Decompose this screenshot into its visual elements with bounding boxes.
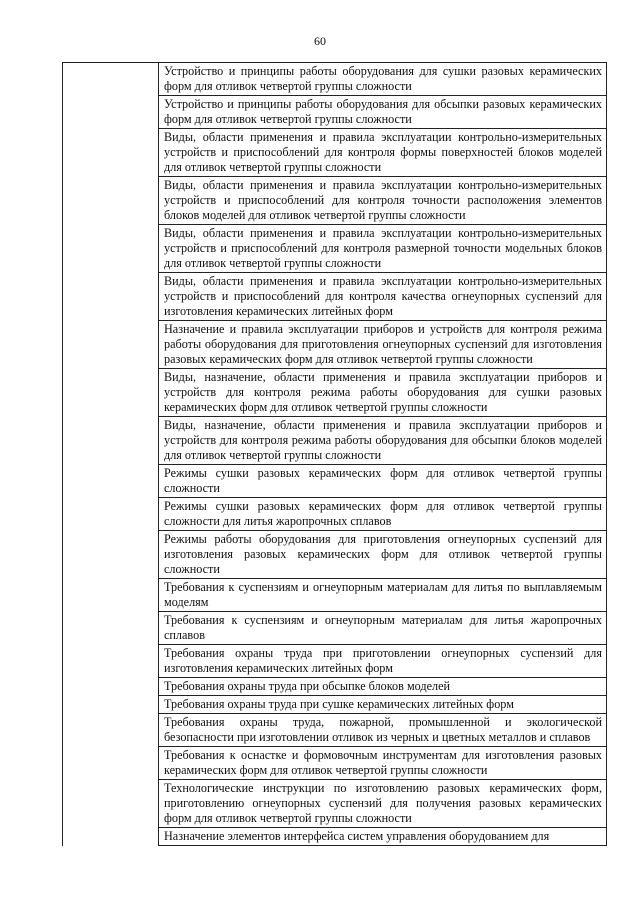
table-cell: Требования к суспензиям и огнеупорным материалам для литья по выплавляемым моделям	[159, 579, 607, 612]
table-cell: Требования охраны труда при приготовлении огнеупорных суспензий для изготовления керамических литейных форм	[159, 645, 607, 678]
table-cell: Требования охраны труда при обсыпке блоков моделей	[159, 678, 607, 696]
table-cell: Требования к суспензиям и огнеупорным материалам для литья жаропрочных сплавов	[159, 612, 607, 645]
table-cell: Устройство и принципы работы оборудования для сушки разовых керамических форм для отливок четвертой группы сложности	[159, 63, 607, 96]
knowledge-table	[62, 62, 607, 846]
table-cell: Виды, области применения и правила эксплуатации контрольно-измерительных устройств и приспособлений для контроля точности расположения элементов блоков моделей для отливок четвертой группы сложности	[159, 177, 607, 225]
table-cell: Режимы сушки разовых керамических форм для отливок четвертой группы сложности	[159, 465, 607, 498]
table-cell: Виды, области применения и правила эксплуатации контрольно-измерительных устройств и приспособлений для контроля качества огнеупорных суспензий для изготовления керамических литейных форм	[159, 273, 607, 321]
table-cell: Устройство и принципы работы оборудования для обсыпки разовых керамических форм для отливок четвертой группы сложности	[159, 96, 607, 129]
page-number: 60	[314, 34, 326, 48]
table-cell: Требования к оснастке и формовочным инструментам для изготовления разовых керамических форм для отливок четвертой группы сложности	[159, 747, 607, 780]
table-cell: Требования охраны труда при сушке керамических литейных форм	[159, 696, 607, 714]
table-cell: Виды, назначение, области применения и правила эксплуатации приборов и устройств для контроля режима работы оборудования для сушки разовых керамических форм для отливок четвертой группы сложности	[159, 369, 607, 417]
table-cell: Режимы работы оборудования для приготовления огнеупорных суспензий для изготовления разовых керамических форм для отливок четвертой группы сложности	[159, 531, 607, 579]
table-cell: Назначение элементов интерфейса систем управления оборудованием для	[159, 828, 607, 846]
left-column-cell	[63, 63, 159, 846]
table-cell: Технологические инструкции по изготовлению разовых керамических форм, приготовлению огнеупорных суспензий для получения разовых керамических форм для отливок четвертой группы сложности	[159, 780, 607, 828]
table-cell: Виды, области применения и правила эксплуатации контрольно-измерительных устройств и приспособлений для контроля формы поверхностей блоков моделей для отливок четвертой группы сложности	[159, 129, 607, 177]
table-cell: Режимы сушки разовых керамических форм для отливок четвертой группы сложности для литья жаропрочных сплавов	[159, 498, 607, 531]
table-cell: Требования охраны труда, пожарной, промышленной и экологической безопасности при изготовлении отливок из черных и цветных металлов и сплавов	[159, 714, 607, 747]
table-cell: Назначение и правила эксплуатации приборов и устройств для контроля режима работы оборудования для приготовления огнеупорных суспензий для изготовления разовых керамических форм для отливок четвертой группы сложности	[159, 321, 607, 369]
table-cell: Виды, назначение, области применения и правила эксплуатации приборов и устройств для контроля режима работы оборудования для обсыпки блоков моделей для отливок четвертой группы сложности	[159, 417, 607, 465]
table-row	[63, 63, 607, 96]
table-cell: Виды, области применения и правила эксплуатации контрольно-измерительных устройств и приспособлений для контроля размерной точности модельных блоков для отливок четвертой группы сложности	[159, 225, 607, 273]
